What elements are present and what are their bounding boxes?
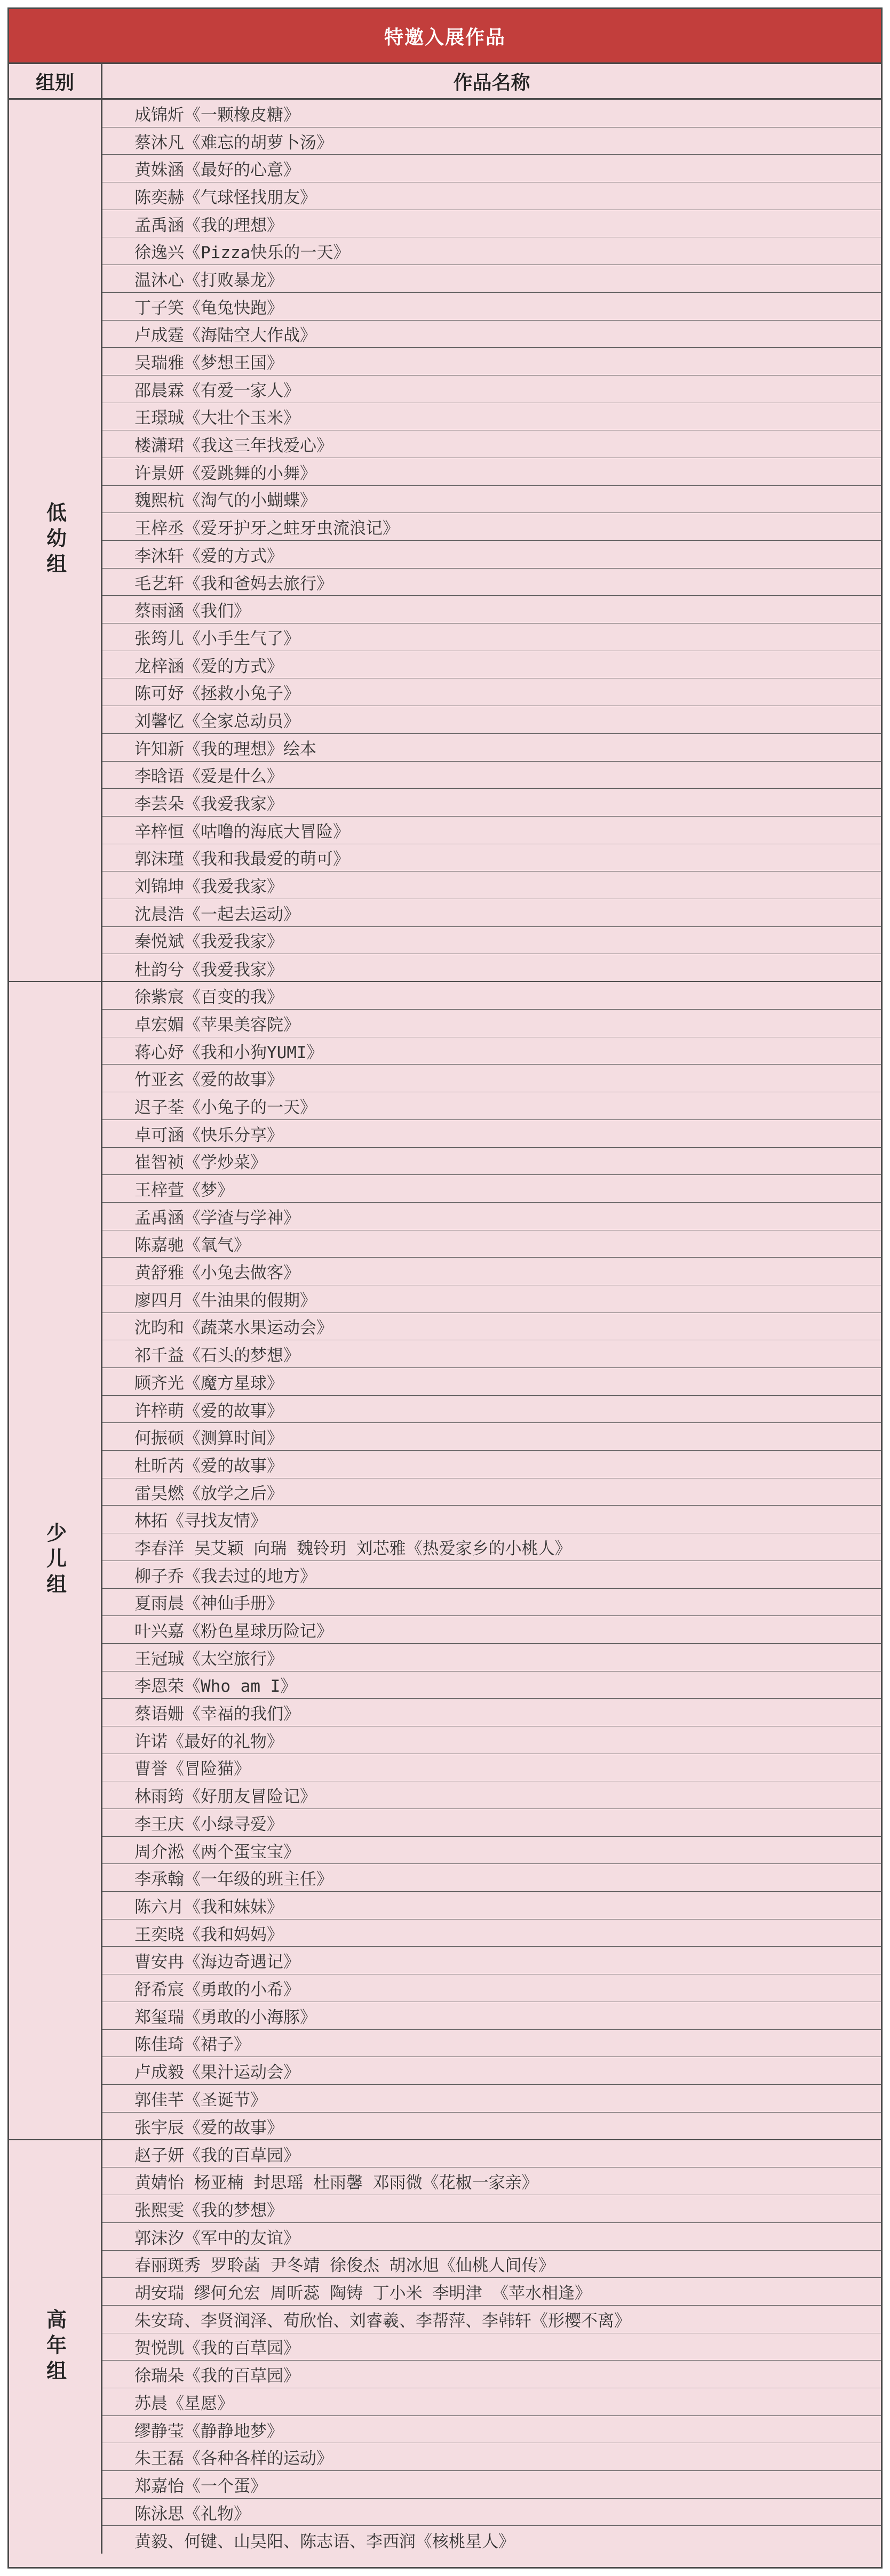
table-row: 林雨筠《好朋友冒险记》 (102, 1781, 881, 1809)
group-rows (102, 982, 881, 2139)
table-header-row (9, 64, 881, 100)
table-row: 张筠儿《小手生气了》 (102, 623, 881, 651)
table-row: 徐瑞朵《我的百草园》 (102, 2361, 881, 2388)
table-row: 叶兴嘉《粉色星球历险记》 (102, 1616, 881, 1644)
table-row: 王梓萱《梦》 (102, 1175, 881, 1203)
table-row: 李晗语《爱是什么》 (102, 762, 881, 789)
table-row: 郭沫瑾《我和我最爱的萌可》 (102, 844, 881, 872)
table-row: 徐紫宸《百变的我》 (102, 982, 881, 1010)
table-row: 许知新《我的理想》绘本 (102, 734, 881, 762)
table-row: 朱安琦、李贤润泽、荀欣怡、刘睿羲、李帮萍、李韩轩《形樱不离》 (102, 2306, 881, 2333)
table-row: 贺悦凯《我的百草园》 (102, 2333, 881, 2361)
table-row: 黄婧怡 杨亚楠 封思瑶 杜雨馨 邓雨微《花椒一家亲》 (102, 2167, 881, 2195)
table-row: 张宇辰《爱的故事》 (134, 2118, 283, 2138)
table-row: 郑玺瑞《勇敢的小海豚》 (102, 2002, 881, 2030)
table-row: 郭沫汐《军中的友谊》 (102, 2223, 881, 2251)
group-rows (102, 2140, 881, 2554)
table-row: 黄毅、何键、山昊阳、陈志语、李西润《核桃星人》 (134, 2532, 515, 2551)
table-row: 柳子乔《我去过的地方》 (102, 1561, 881, 1589)
group-section (9, 100, 881, 982)
table-row: 迟子荃《小兔子的一天》 (102, 1092, 881, 1120)
group-label: 低幼组 (9, 100, 102, 981)
table-row: 春丽斑秀 罗聆菡 尹冬靖 徐俊杰 胡冰旭《仙桃人间传》 (102, 2251, 881, 2278)
table-title: 特邀入展作品 (9, 9, 881, 64)
table-row: 刘馨忆《全家总动员》 (102, 706, 881, 734)
table-row: 陈佳琦《裙子》 (102, 2030, 881, 2058)
table-row: 沈晨浩《一起去运动》 (102, 899, 881, 927)
group-section (9, 982, 881, 2140)
table-row: 许诺《最好的礼物》 (102, 1726, 881, 1754)
table-row: 舒希宸《勇敢的小希》 (102, 1974, 881, 2002)
table-row: 李春洋 吴艾颖 向瑞 魏铃玥 刘芯雅《热爱家乡的小桃人》 (102, 1533, 881, 1561)
table-row: 杜昕芮《爱的故事》 (102, 1451, 881, 1478)
table-row: 郭佳芊《圣诞节》 (102, 2085, 881, 2113)
group-label: 高年组 (9, 2140, 102, 2554)
table-row: 秦悦斌《我爱我家》 (102, 927, 881, 955)
group-label: 少儿组 (9, 982, 102, 2139)
table-row: 吴瑞雅《梦想王国》 (102, 348, 881, 375)
table-row: 卢成毅《果汁运动会》 (102, 2057, 881, 2085)
table-row: 辛梓恒《咕噜的海底大冒险》 (102, 817, 881, 844)
table-body (9, 100, 881, 2567)
table-row: 李王庆《小绿寻爱》 (102, 1809, 881, 1837)
table-row: 陈奕赫《气球怪找朋友》 (102, 182, 881, 210)
table-row: 王璟珹《大壮个玉米》 (102, 403, 881, 431)
table-row: 陈泳思《礼物》 (102, 2499, 881, 2526)
table-row: 崔智祯《学炒菜》 (102, 1148, 881, 1175)
table-row: 成锦炘《一颗橡皮糖》 (102, 100, 881, 127)
table-row: 卢成霆《海陆空大作战》 (102, 321, 881, 348)
table-row: 魏熙杭《淘气的小蝴蝶》 (102, 486, 881, 514)
table-row: 夏雨晨《神仙手册》 (102, 1589, 881, 1617)
table-row: 周介淞《两个蛋宝宝》 (102, 1837, 881, 1865)
table-row: 赵子妍《我的百草园》 (102, 2140, 881, 2168)
table-row: 雷昊燃《放学之后》 (102, 1478, 881, 1506)
table-row: 王奕晓《我和妈妈》 (102, 1919, 881, 1947)
table-row: 王冠珹《太空旅行》 (102, 1644, 881, 1671)
group-section (9, 2140, 881, 2554)
table-row: 竹亚玄《爱的故事》 (102, 1065, 881, 1092)
table-row: 徐逸兴《Pizza快乐的一天》 (102, 237, 881, 265)
table-row: 龙梓涵《爱的方式》 (102, 651, 881, 679)
table-row: 蔡雨涵《我们》 (102, 596, 881, 623)
table-row: 李恩荣《Who am I》 (102, 1671, 881, 1699)
table-row: 蔡语姗《幸福的我们》 (102, 1699, 881, 1726)
table-row: 卓可涵《快乐分享》 (102, 1120, 881, 1148)
table-row: 温沐心《打败暴龙》 (102, 265, 881, 293)
table-row: 廖四月《牛油果的假期》 (102, 1285, 881, 1313)
table-row: 缪静莹《静静地梦》 (102, 2416, 881, 2444)
table-row: 陈六月《我和妹妹》 (102, 1892, 881, 1919)
table-row: 沈昀和《蔬菜水果运动会》 (102, 1313, 881, 1341)
table-row: 丁子笑《龟兔快跑》 (102, 293, 881, 321)
table-row: 曹安冉《海边奇遇记》 (102, 1947, 881, 1974)
table-row: 祁千益《石头的梦想》 (102, 1340, 881, 1368)
table-row: 许景妍《爱跳舞的小舞》 (102, 458, 881, 486)
table-row: 杜韵兮《我爱我家》 (134, 960, 283, 980)
table-row: 郑嘉怡《一个蛋》 (102, 2471, 881, 2499)
table-row: 何振硕《测算时间》 (102, 1423, 881, 1451)
table-row: 孟禹涵《我的理想》 (102, 210, 881, 238)
group-rows (102, 100, 881, 981)
table-row: 苏晨《星愿》 (102, 2388, 881, 2416)
table-row: 刘锦坤《我爱我家》 (102, 871, 881, 899)
table-row: 朱王磊《各种各样的运动》 (102, 2443, 881, 2471)
table-row: 楼潇珺《我这三年找爱心》 (102, 430, 881, 458)
table-row: 胡安瑞 缪何允宏 周昕蕊 陶铸 丁小米 李明津 《苹水相逢》 (102, 2278, 881, 2306)
table-row: 李芸朵《我爱我家》 (102, 789, 881, 817)
table-row: 陈嘉驰《氧气》 (102, 1230, 881, 1258)
table-row: 许梓萌《爱的故事》 (102, 1396, 881, 1423)
table-row: 陈可妤《拯救小兔子》 (102, 678, 881, 706)
table-row: 卓宏媚《苹果美容院》 (102, 1010, 881, 1037)
header-group-column: 组别 (9, 64, 102, 98)
table-row: 林拓《寻找友情》 (102, 1506, 881, 1533)
table-row: 孟禹涵《学渣与学神》 (102, 1203, 881, 1230)
table-row: 张熙雯《我的梦想》 (102, 2195, 881, 2223)
table-row: 毛艺轩《我和爸妈去旅行》 (102, 569, 881, 596)
table-row: 李承翰《一年级的班主任》 (102, 1864, 881, 1892)
table-row: 黄舒雅《小兔去做客》 (102, 1258, 881, 1285)
table-row: 邵晨霖《有爱一家人》 (102, 375, 881, 403)
table-row: 王梓丞《爱牙护牙之蛀牙虫流浪记》 (102, 513, 881, 541)
table-row: 李沐轩《爱的方式》 (102, 541, 881, 569)
table-row: 蔡沐凡《难忘的胡萝卜汤》 (102, 127, 881, 155)
header-name-column: 作品名称 (453, 71, 530, 94)
table-row: 顾齐光《魔方星球》 (102, 1368, 881, 1396)
table-row: 蒋心妤《我和小狗YUMI》 (102, 1037, 881, 1065)
showcase-table (7, 7, 883, 2569)
table-row: 黄姝涵《最好的心意》 (102, 155, 881, 182)
table-row: 曹誉《冒险猫》 (102, 1754, 881, 1782)
